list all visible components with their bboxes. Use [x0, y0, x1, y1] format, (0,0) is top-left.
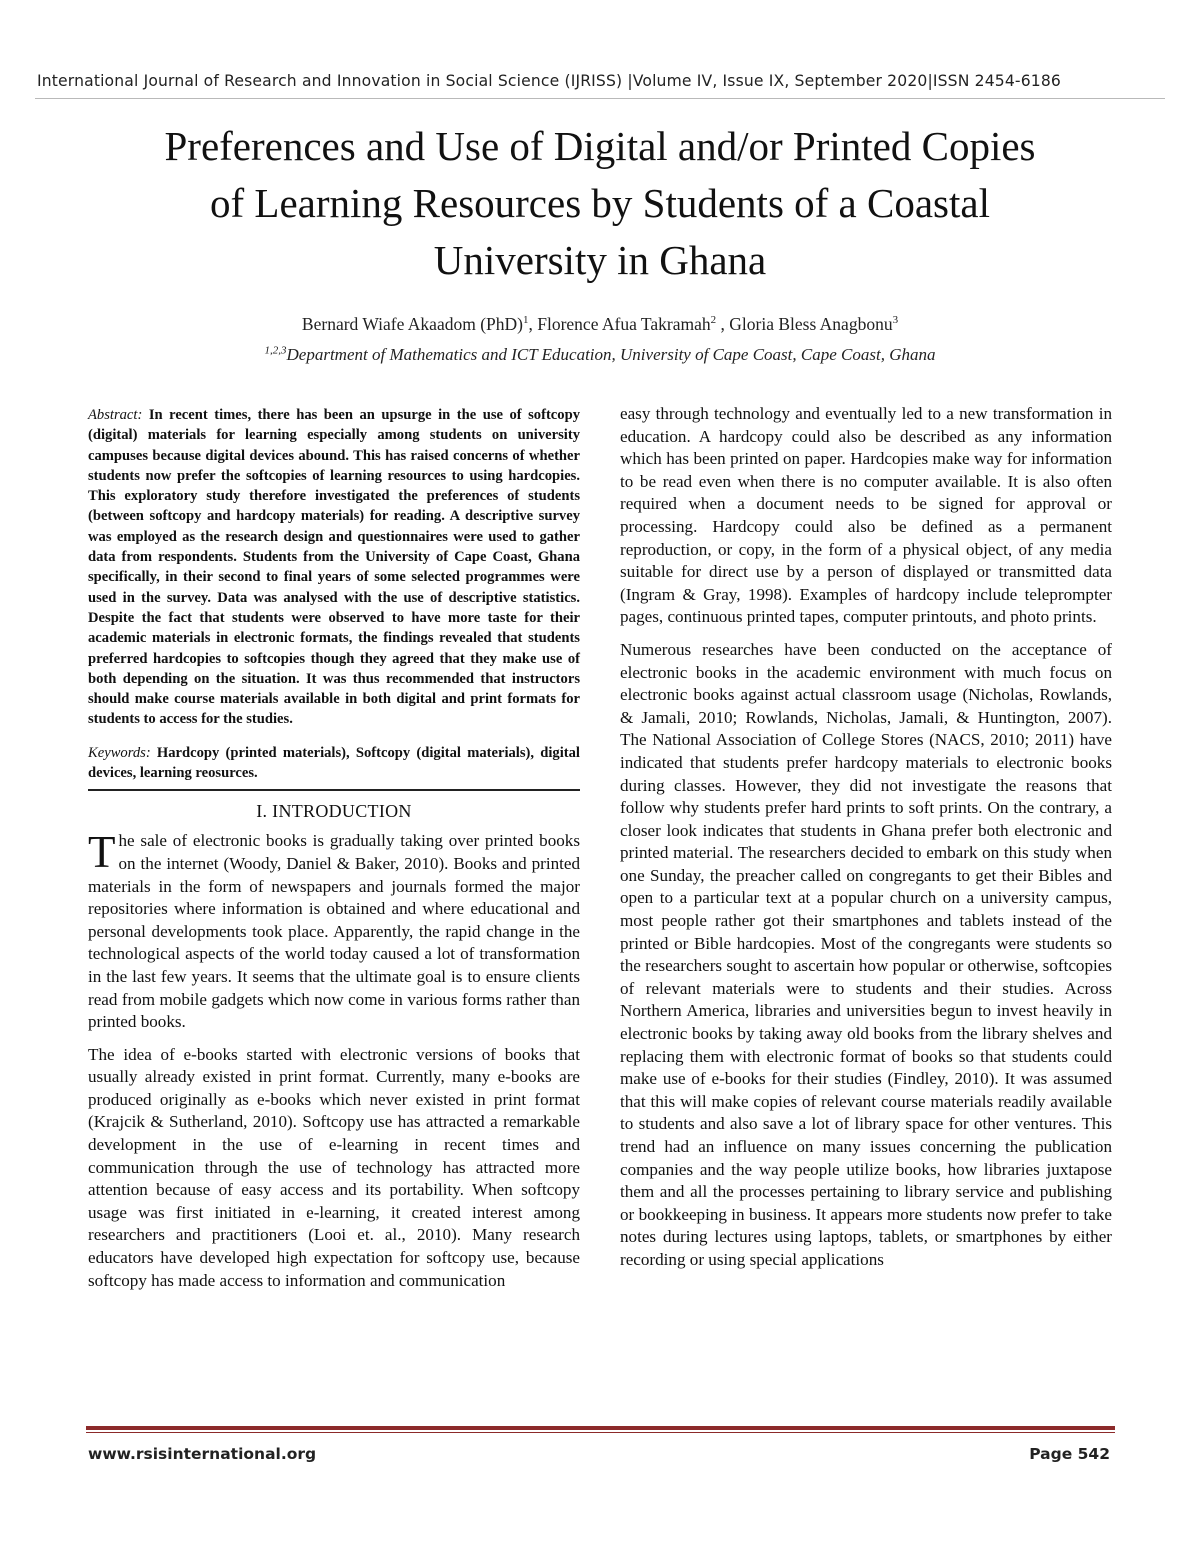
author-name: Bernard Wiafe Akaadom (PhD) — [301, 314, 523, 334]
abstract — [88, 405, 580, 730]
author-separator: , — [716, 314, 730, 334]
footer-website: www.rsisinternational.org — [88, 1445, 317, 1463]
author-affiliation-marker: 1 — [522, 314, 529, 327]
drop-cap: T — [88, 827, 116, 878]
affiliation — [60, 345, 1140, 365]
right-column — [620, 403, 1112, 1282]
keywords — [88, 743, 580, 784]
author-name: Florence Afua Takramah — [537, 314, 711, 334]
body-paragraph: Numerous researches have been conducted on the acceptance of electronic books in the academic environment with much focus on electronic books against actual classroom usage (Nicholas, Rowlands, & Jamali, 2010; Rowlands, Nicholas, Jamali, & Huntington, 2007). The National Association of College Stores (NACS, 2010; 2011) have indicated that students prefer hardcopy materials to electronic books during classes. However, they did not investigate the reasons that follow why students prefer hard prints to soft prints. On the contrary, a closer look indicates that students in Ghana prefer both electronic and printed material. The researchers decided to embark on this study when one Sunday, the preacher called on congregants to get their Bibles and open to a particular text at a popular church on a university campus, most people rather got their smartphones and tablets instead of the printed or Bible hardcopies. Most of the congregants were students so the researchers sought to ascertain how popular or otherwise, softcopies of relevant materials were to students and their studies. Across Northern America, libraries and universities begun to invest heavily in electronic books by taking away old books from the library shelves and replacing them with electronic format of books so that students could make use of e-books for their studies (Findley, 2010). It was assumed that this will make copies of relevant course materials readily available to students and also save a lot of library space for other ventures. This trend had an influence on many issues concerning the publication companies and the way people utilize books, how libraries juxtapose them and all the processes pertaining to library service and publishing or bookkeeping in business. It appears more students now prefer to take notes during lectures using laptops, tablets, or smartphones by either recording or using special applications — [620, 639, 1112, 1269]
intro-paragraph-1 — [88, 827, 580, 1033]
author-list — [60, 314, 1140, 335]
keywords-label: Keywords: — [88, 744, 151, 761]
section-divider — [88, 789, 580, 791]
journal-header: International Journal of Research and Innovation in Social Science (IJRISS) |Volume IV, Issue IX, September 2020|ISSN 2454-6186 — [37, 72, 1061, 90]
abstract-text: In recent times, there has been an upsurge in the use of softcopy (digital) materials for learning especially among students on university campuses because digital devices abound. This has raised concerns of whether students now prefer the softcopies of learning resources to using hardcopies. This exploratory study therefore investigated the preferences of students (between softcopy and hardcopy materials) for reading. A descriptive survey was employed as the research design and questionnaires were used to gather data from respondents. Students from the University of Cape Coast, Ghana specifically, in their second to final years of some selected programmes were used in the survey. Data was analysed with the use of descriptive statistics. Despite the fact that students were observed to have more taste for their academic materials in electronic formats, the findings revealed that students preferred hardcopies to softcopies though they agreed that they make use of both depending on the situation. It was thus recommended that instructors should make course materials available in both digital and print formats for students to access for the studies. — [88, 407, 580, 728]
footer-divider-thin — [86, 1432, 1115, 1433]
affiliation-text: Department of Mathematics and ICT Education, University of Cape Coast, Cape Coast, Ghana — [286, 345, 936, 364]
title-line: Preferences and Use of Digital and/or Printed Copies — [164, 123, 1036, 169]
author-separator: , — [528, 314, 538, 334]
left-column — [88, 405, 580, 1302]
footer-divider — [86, 1426, 1115, 1430]
page-number: Page 542 — [1029, 1445, 1110, 1463]
author-name: Gloria Bless Anagbonu — [729, 314, 893, 334]
keywords-text: Hardcopy (printed materials), Softcopy (digital materials), digital devices, learning reosurces. — [88, 744, 580, 782]
paragraph-text: he sale of electronic books is gradually taking over printed books on the internet (Woody, Daniel & Baker, 2010). Books and printed materials in the form of newspapers and journals formed the major repositories where information is obtained and where educational and personal developments took place. Apparently, the rapid change in the technological aspects of the world today caused a lot of transformation in the last few years. It seems that the ultimate goal is to ensure clients read from mobile gadgets which now come in various forms rather than printed books. — [88, 831, 580, 1032]
abstract-label: Abstract: — [88, 407, 143, 423]
affiliation-marker: 1,2,3 — [264, 344, 287, 357]
paper-title — [60, 118, 1140, 289]
title-line: of Learning Resources by Students of a Coastal — [210, 180, 990, 226]
intro-paragraph-2: The idea of e-books started with electronic versions of books that usually already existed in print format. Currently, many e-books are produced originally as e-books which never existed in print format (Krajcik & Sutherland, 2010). Softcopy use has attracted a remarkable development in the use of e-learning in recent times and communication through the use of technology has attracted more attention because of easy access and its portability. When softcopy usage was first initiated in e-learning, it created interest among researchers and practitioners (Looi et. al., 2010). Many research educators have developed high expectation for softcopy use, because softcopy has made access to information and communication — [88, 1044, 580, 1290]
body-paragraph: easy through technology and eventually led to a new transformation in education. A hardcopy could also be described as any information which has been printed on paper. Hardcopies make way for information to be read even when there is no computer available. It is also often required when a document needs to be signed for approval or processing. Hardcopy could also be defined as a permanent reproduction, or copy, in the form of a physical object, of any media suitable for direct use by a person of displayed or transmitted data (Ingram & Gray, 1998). Examples of hardcopy include teleprompter pages, continuous printed tapes, computer printouts, and photo prints. — [620, 404, 1112, 627]
author-affiliation-marker: 3 — [892, 314, 899, 327]
title-line: University in Ghana — [433, 237, 767, 283]
header-divider — [35, 98, 1165, 99]
author-affiliation-marker: 2 — [710, 314, 717, 327]
section-heading: I. INTRODUCTION — [256, 801, 412, 822]
